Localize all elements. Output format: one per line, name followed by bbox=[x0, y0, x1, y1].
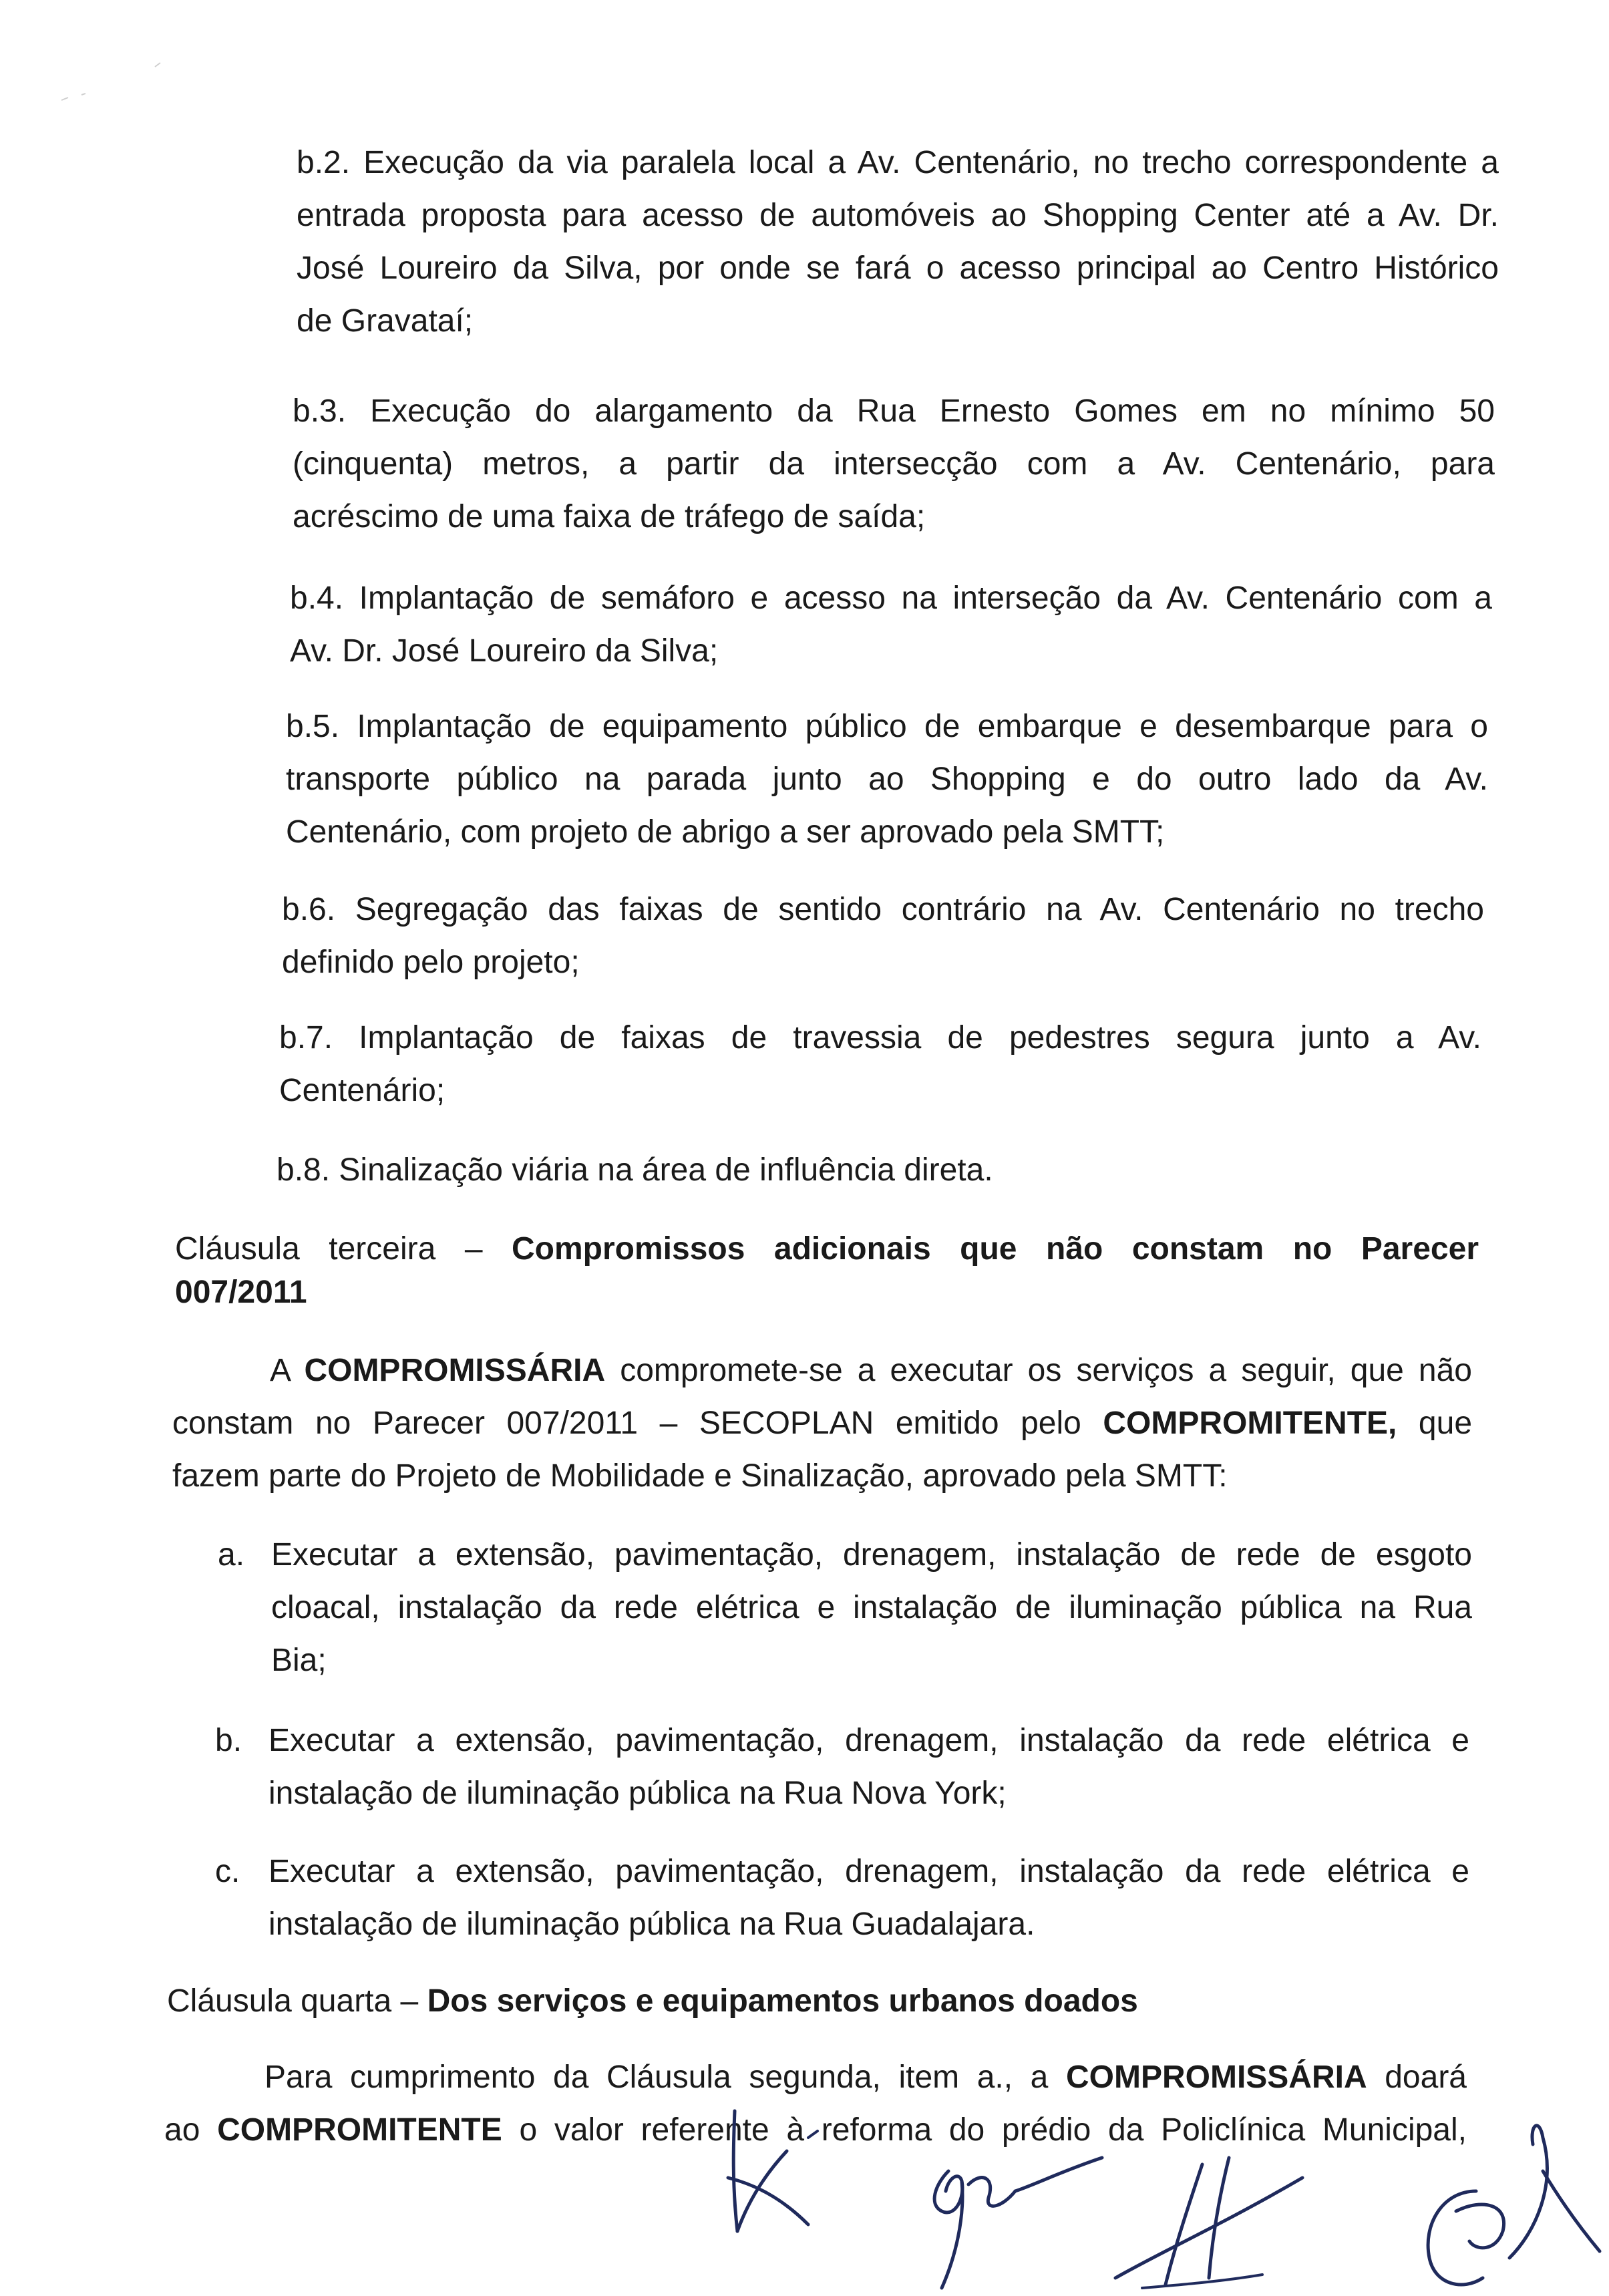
item-b2-line-3: José Loureiro da Silva, por onde se fará o acesso principal ao Centro Histórico bbox=[297, 251, 1499, 286]
clause3-title-line-2: 007/2011 bbox=[175, 1275, 307, 1310]
item-b4 bbox=[290, 572, 1492, 677]
clause3-para-l2-c: que bbox=[1397, 1406, 1473, 1441]
clause3-item-a-line-3: Bia; bbox=[271, 1643, 327, 1678]
item-b7-line-1: b.7. Implantação de faixas de travessia de pedestres segura junto a Av. bbox=[279, 1020, 1481, 1055]
item-b5-line-2: transporte público na parada junto ao Shopping e do outro lado da Av. bbox=[286, 762, 1488, 797]
clause3-item-a-line-2: cloacal, instalação da rede elétrica e instalação de iluminação pública na Rua bbox=[271, 1590, 1472, 1625]
clause4-para-l1-a: Para cumprimento da Cláusula segunda, item a., a bbox=[264, 2060, 1066, 2095]
item-b2 bbox=[297, 136, 1499, 347]
clause3-para-l1-a: A bbox=[270, 1353, 305, 1388]
clause3-heading bbox=[175, 1222, 1479, 1319]
item-b2-line-2: entrada proposta para acesso de automóveis ao Shopping Center até a Av. Dr. bbox=[297, 198, 1499, 233]
clause3-item-c-line-1: Executar a extensão, pavimentação, drenagem, instalação da rede elétrica e bbox=[269, 1854, 1469, 1889]
item-b4-line-2: Av. Dr. José Loureiro da Silva; bbox=[290, 633, 719, 669]
item-b5-line-3: Centenário, com projeto de abrigo a ser aprovado pela SMTT; bbox=[286, 814, 1165, 850]
clause4-heading bbox=[167, 1975, 1436, 2027]
clause3-party-compromissaria: COMPROMISSÁRIA bbox=[304, 1353, 606, 1388]
clause3-item-b-line-1: Executar a extensão, pavimentação, drenagem, instalação da rede elétrica e bbox=[269, 1723, 1469, 1758]
item-b2-line-1: b.2. Execução da via paralela local a Av. Centenário, no trecho correspondente a bbox=[297, 145, 1499, 180]
clause4-prefix: Cláusula quarta – bbox=[167, 1983, 427, 2019]
item-b2-line-4: de Gravataí; bbox=[297, 303, 474, 339]
item-b5 bbox=[286, 700, 1488, 858]
signature-4 bbox=[1383, 2098, 1603, 2296]
item-b7 bbox=[279, 1011, 1481, 1117]
item-b6-line-1: b.6. Segregação das faixas de sentido contrário na Av. Centenário no trecho bbox=[282, 892, 1484, 927]
item-b7-line-2: Centenário; bbox=[279, 1073, 445, 1108]
clause3-title-line-1: Compromissos adicionais que não constam no Parecer bbox=[512, 1231, 1479, 1267]
item-b6 bbox=[282, 883, 1484, 989]
clause3-item-a-line-1: Executar a extensão, pavimentação, drenagem, instalação de rede de esgoto bbox=[271, 1537, 1472, 1573]
item-b4-line-1: b.4. Implantação de semáforo e acesso na interseção da Av. Centenário com a bbox=[290, 581, 1492, 616]
item-b8 bbox=[277, 1144, 1479, 1196]
item-b5-line-1: b.5. Implantação de equipamento público de embarque e desembarque para o bbox=[286, 709, 1488, 744]
item-b3-line-2: (cinquenta) metros, a partir da intersecção com a Av. Centenário, para bbox=[293, 446, 1495, 482]
clause4-party-compromitente: COMPROMITENTE bbox=[217, 2112, 502, 2148]
clause3-item-b-marker: b. bbox=[215, 1723, 242, 1758]
item-b3 bbox=[293, 385, 1495, 543]
item-b8-line-1: b.8. Sinalização viária na área de influência direta. bbox=[277, 1152, 993, 1188]
clause4-para-l2-c: o valor referente à reforma do prédio da Policlínica Municipal, bbox=[502, 2112, 1467, 2148]
item-b6-line-2: definido pelo projeto; bbox=[282, 945, 580, 980]
clause3-para-l2-a: constam no Parecer 007/2011 – SECOPLAN emitido pelo bbox=[172, 1406, 1103, 1441]
item-b3-line-1: b.3. Execução do alargamento da Rua Ernesto Gomes em no mínimo 50 bbox=[293, 393, 1495, 429]
clause3-para-l1-c: compromete-se a executar os serviços a seguir, que não bbox=[605, 1353, 1472, 1388]
clause3-prefix: Cláusula terceira – bbox=[175, 1231, 512, 1267]
clause3-paragraph bbox=[172, 1344, 1472, 1502]
clause4-party-compromissaria: COMPROMISSÁRIA bbox=[1065, 2060, 1367, 2095]
clause3-para-l3: fazem parte do Projeto de Mobilidade e Sinalização, aprovado pela SMTT: bbox=[172, 1458, 1228, 1494]
clause3-item-c-marker: c. bbox=[215, 1854, 240, 1889]
signature-2 bbox=[902, 2144, 1129, 2296]
clause3-item-c-line-2: instalação de iluminação pública na Rua Guadalajara. bbox=[269, 1907, 1035, 1942]
clause3-party-compromitente: COMPROMITENTE, bbox=[1103, 1406, 1397, 1441]
scan-speck bbox=[55, 53, 175, 114]
item-b3-line-3: acréscimo de uma faixa de tráfego de saída; bbox=[293, 499, 926, 534]
clause3-item-b-line-2: instalação de iluminação pública na Rua Nova York; bbox=[269, 1776, 1007, 1811]
signature-3 bbox=[1102, 2151, 1322, 2296]
clause4-para-l1-c: doará bbox=[1367, 2060, 1467, 2095]
clause4-title: Dos serviços e equipamentos urbanos doados bbox=[427, 1983, 1138, 2019]
clause3-item-a-marker: a. bbox=[218, 1537, 245, 1573]
clause4-para-l2-a: ao bbox=[164, 2112, 218, 2148]
signature-1 bbox=[708, 2098, 842, 2245]
